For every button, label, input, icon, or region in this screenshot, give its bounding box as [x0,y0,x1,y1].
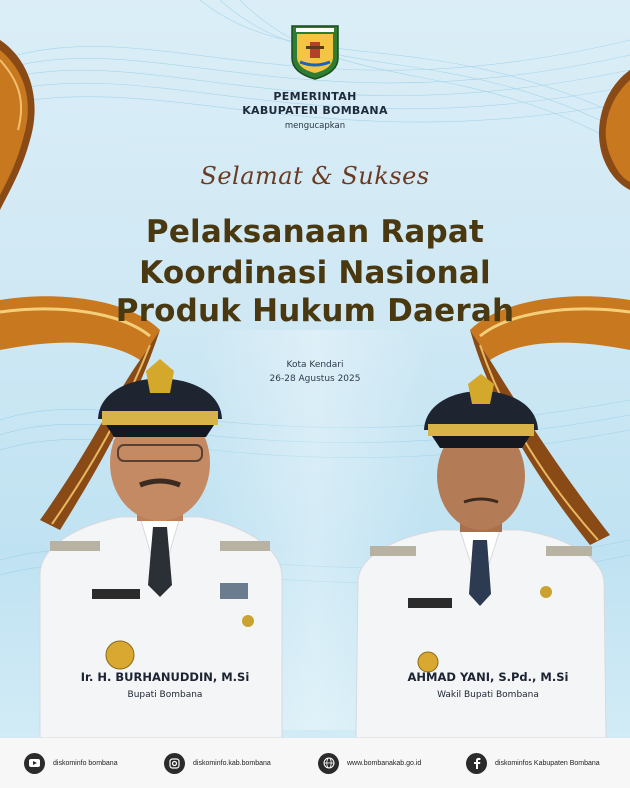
official-right-name: AHMAD YANI, S.Pd., M.Si [407,670,569,684]
official-left-role: Bupati Bombana [127,690,203,700]
title-line-2: Koordinasi Nasional [139,255,491,291]
title-line-3: Produk Hukum Daerah [115,293,515,329]
instagram-icon [164,753,185,774]
facebook-icon [466,753,487,774]
footer-youtube-text: diskominfo bombana [53,759,118,767]
footer-instagram-text: diskominfo.kab.bombana [193,759,271,767]
footer-item-instagram[interactable] [164,752,271,774]
footer-item-facebook[interactable] [466,752,600,774]
greeting-script: Selamat & Sukses [200,162,430,190]
kabupaten-bombana-emblem-icon [288,22,342,80]
title-line-1: Pelaksanaan Rapat [145,214,485,250]
footer-item-website[interactable] [318,752,421,774]
official-left-name: Ir. H. BURHANUDDIN, M.Si [80,670,250,684]
globe-icon [318,753,339,774]
event-date: 26-28 Agustus 2025 [269,374,361,384]
header-line-1: PEMERINTAH [273,90,357,103]
footer-facebook-text: diskominfos Kabupaten Bombana [495,759,600,767]
official-right-role: Wakil Bupati Bombana [437,690,539,700]
footer-social-bar [0,738,630,788]
header-line-2: KABUPATEN BOMBANA [242,104,388,117]
footer-item-youtube[interactable] [24,752,118,774]
header-line-3: mengucapkan [284,121,346,131]
footer-website-text: www.bombanakab.go.id [347,759,422,767]
event-location: Kota Kendari [286,360,344,370]
youtube-icon [24,753,45,774]
